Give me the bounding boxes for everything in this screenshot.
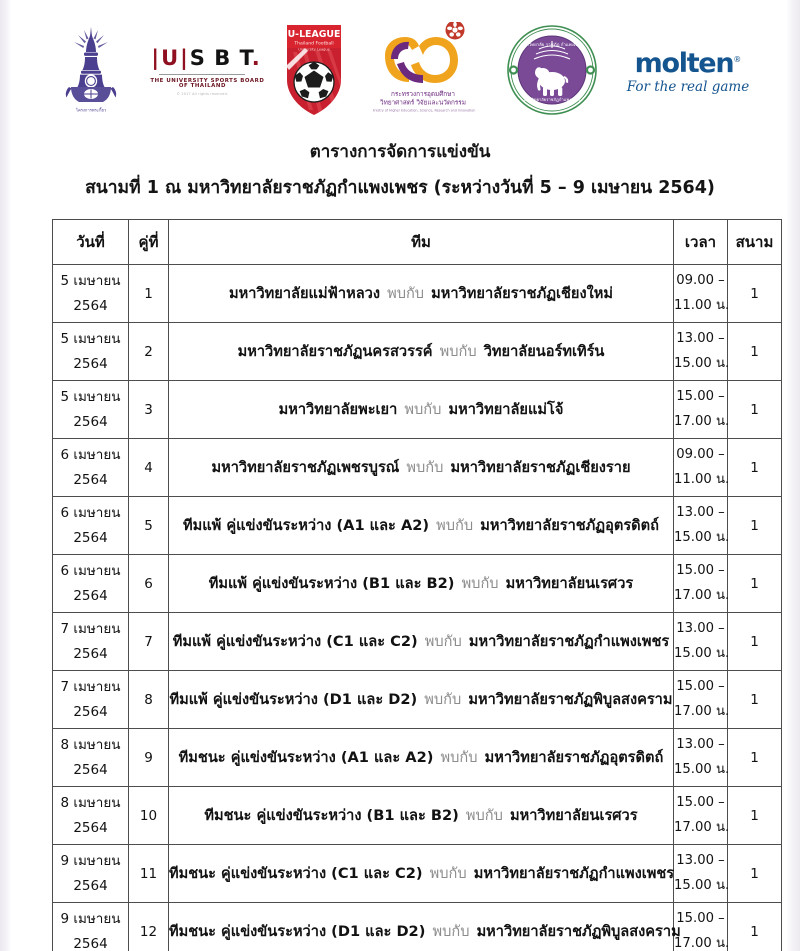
team-a: ทีมแพ้ คู่แข่งขันระหว่าง (A1 และ A2) xyxy=(183,516,430,534)
cell-match-number: 6 xyxy=(129,555,169,613)
cell-match-number: 12 xyxy=(129,903,169,951)
versus-label: พบกับ xyxy=(424,690,462,708)
time-end: 17.00 น. xyxy=(674,935,730,951)
cell-date xyxy=(53,613,129,671)
date-day: 8 เมษายน xyxy=(60,736,121,753)
cell-team xyxy=(169,671,674,729)
ministry-ow-icon xyxy=(373,22,477,118)
cell-team xyxy=(169,497,674,555)
versus-label: พบกับ xyxy=(465,806,503,824)
schedule-table-head xyxy=(53,220,782,265)
cell-team xyxy=(169,323,674,381)
date-year: 2564 xyxy=(73,413,108,430)
cell-time xyxy=(674,497,728,555)
cell-time xyxy=(674,613,728,671)
cell-team xyxy=(169,903,681,951)
cell-time xyxy=(674,787,728,845)
table-row xyxy=(53,613,782,671)
u-league-logo xyxy=(283,22,345,122)
ministry-name-line1: กระทรวงการอุดมศึกษา xyxy=(391,90,456,98)
team-b: มหาวิทยาลัยราชภัฏเชียงใหม่ xyxy=(431,284,613,302)
cell-team xyxy=(169,613,674,671)
cell-match-number: 1 xyxy=(129,265,169,323)
seal-ring-text-bottom: มหาวิทยาลัยราชภัฏกำแพงเพชร xyxy=(523,97,580,102)
date-year: 2564 xyxy=(73,587,108,604)
team-a: ทีมชนะ คู่แข่งขันระหว่าง (C1 และ C2) xyxy=(169,864,423,882)
cell-team xyxy=(169,439,674,497)
team-b: มหาวิทยาลัยราชภัฏอุตรดิตถ์ xyxy=(480,516,659,534)
column-header-time: เวลา xyxy=(674,220,728,265)
date-day: 7 เมษายน xyxy=(60,620,121,637)
cell-field: 1 xyxy=(728,381,782,439)
time-start: 09.00 – xyxy=(676,447,725,463)
table-row xyxy=(53,323,782,381)
cell-date xyxy=(53,787,129,845)
time-end: 11.00 น. xyxy=(674,297,730,313)
cell-date xyxy=(53,845,129,903)
logo-strip xyxy=(60,18,750,126)
cell-field: 1 xyxy=(728,903,782,951)
column-header-date: วันที่ xyxy=(53,220,129,265)
cell-field: 1 xyxy=(728,613,782,671)
table-row xyxy=(53,787,782,845)
molten-registered-mark: ® xyxy=(733,54,742,64)
time-start: 13.00 – xyxy=(676,853,725,869)
date-day: 5 เมษายน xyxy=(60,272,121,289)
date-year: 2564 xyxy=(73,703,108,720)
team-b: มหาวิทยาลัยแม่โจ้ xyxy=(448,400,564,418)
table-row xyxy=(53,439,782,497)
cell-match-number: 8 xyxy=(129,671,169,729)
date-year: 2564 xyxy=(73,935,108,951)
date-year: 2564 xyxy=(73,819,108,836)
team-a: มหาวิทยาลัยราชภัฏนครสวรรค์ xyxy=(237,342,433,360)
team-a: ทีมชนะ คู่แข่งขันระหว่าง (D1 และ D2) xyxy=(169,922,426,940)
table-row xyxy=(53,265,782,323)
date-year: 2564 xyxy=(73,761,108,778)
table-row xyxy=(53,381,782,439)
time-start: 13.00 – xyxy=(676,737,725,753)
date-year: 2564 xyxy=(73,355,108,372)
team-b: มหาวิทยาลัยราชภัฏพิบูลสงคราม xyxy=(468,690,673,708)
versus-label: พบกับ xyxy=(429,864,467,882)
cell-field: 1 xyxy=(728,729,782,787)
time-end: 17.00 น. xyxy=(674,413,730,429)
date-day: 7 เมษายน xyxy=(60,678,121,695)
usbt-divider xyxy=(159,74,245,75)
time-start: 09.00 – xyxy=(676,273,725,289)
cell-field: 1 xyxy=(728,845,782,903)
cell-date xyxy=(53,265,129,323)
time-start: 15.00 – xyxy=(676,795,725,811)
versus-label: พบกับ xyxy=(436,516,474,534)
cell-match-number: 7 xyxy=(129,613,169,671)
cell-match-number: 2 xyxy=(129,323,169,381)
cell-field: 1 xyxy=(728,671,782,729)
time-end: 15.00 น. xyxy=(674,529,730,545)
cell-field: 1 xyxy=(728,439,782,497)
team-a: ทีมแพ้ คู่แข่งขันระหว่าง (D1 และ D2) xyxy=(169,690,418,708)
time-end: 15.00 น. xyxy=(674,761,730,777)
royal-emblem-icon xyxy=(60,24,122,116)
time-start: 13.00 – xyxy=(676,505,725,521)
time-start: 13.00 – xyxy=(676,331,725,347)
schedule-table-wrapper xyxy=(52,219,781,951)
team-b: มหาวิทยาลัยนเรศวร xyxy=(505,574,634,592)
time-start: 15.00 – xyxy=(676,911,725,927)
ministry-name-line2: วิทยาศาสตร์ วิจัยและนวัตกรรม xyxy=(380,98,467,107)
date-day: 6 เมษายน xyxy=(60,562,121,579)
schedule-table xyxy=(52,219,782,951)
time-end: 15.00 น. xyxy=(674,355,730,371)
molten-tagline: For the real game xyxy=(626,78,750,95)
cell-team xyxy=(169,729,674,787)
time-end: 17.00 น. xyxy=(674,819,730,835)
table-row xyxy=(53,671,782,729)
versus-label: พบกับ xyxy=(404,400,442,418)
seal-ring-text-top: มหาวิทยาลัย ราชภัฏ กำแพงเพชร xyxy=(520,43,584,48)
cell-time xyxy=(674,381,728,439)
cell-match-number: 4 xyxy=(129,439,169,497)
cell-date xyxy=(53,903,129,951)
cell-time xyxy=(674,671,728,729)
u-league-subtitle-2: University League xyxy=(298,47,330,52)
cell-match-number: 3 xyxy=(129,381,169,439)
time-end: 11.00 น. xyxy=(674,471,730,487)
cell-time xyxy=(674,439,728,497)
team-b: มหาวิทยาลัยราชภัฏกำแพงเพชร xyxy=(473,864,675,882)
cell-match-number: 5 xyxy=(129,497,169,555)
versus-label: พบกับ xyxy=(424,632,462,650)
usbt-subtitle-line1: THE UNIVERSITY SPORTS BOARD xyxy=(150,77,265,84)
time-start: 15.00 – xyxy=(676,563,725,579)
cell-field: 1 xyxy=(728,323,782,381)
cell-time xyxy=(674,729,728,787)
cell-date xyxy=(53,671,129,729)
time-end: 17.00 น. xyxy=(674,703,730,719)
molten-wordmark: molten® xyxy=(634,47,742,79)
team-a: ทีมแพ้ คู่แข่งขันระหว่าง (B1 และ B2) xyxy=(208,574,455,592)
usbt-subtitle-line2: OF THAILAND xyxy=(178,83,226,90)
team-b: มหาวิทยาลัยราชภัฏกำแพงเพชร xyxy=(468,632,670,650)
table-row xyxy=(53,729,782,787)
schedule-table-body xyxy=(53,265,782,951)
cell-match-number: 10 xyxy=(129,787,169,845)
team-a: มหาวิทยาลัยราชภัฏเพชรบูรณ์ xyxy=(211,458,400,476)
team-a: มหาวิทยาลัยแม่ฟ้าหลวง xyxy=(229,284,380,302)
royal-emblem-caption: โครงการพระกี้ยว xyxy=(75,107,107,113)
versus-label: พบกับ xyxy=(387,284,425,302)
molten-logo xyxy=(626,47,750,95)
time-start: 15.00 – xyxy=(676,679,725,695)
cell-time xyxy=(674,845,728,903)
cell-match-number: 11 xyxy=(129,845,169,903)
ministry-logo xyxy=(373,22,477,122)
ministry-name-line3: Ministry of Higher Education, Science, Research and Innovation xyxy=(373,108,476,113)
versus-label: พบกับ xyxy=(440,748,478,766)
time-start: 13.00 – xyxy=(676,621,725,637)
u-league-title: U-LEAGUE xyxy=(287,29,341,40)
cell-date xyxy=(53,439,129,497)
usbt-fineprint: © 2017 All rights reserved. xyxy=(176,91,229,96)
team-b: มหาวิทยาลัยราชภัฏอุตรดิตถ์ xyxy=(484,748,664,766)
title-block xyxy=(0,140,800,201)
versus-label: พบกับ xyxy=(432,922,470,940)
time-end: 15.00 น. xyxy=(674,645,730,661)
versus-label: พบกับ xyxy=(406,458,444,476)
table-row xyxy=(53,903,782,951)
date-day: 8 เมษายน xyxy=(60,794,121,811)
team-a: มหาวิทยาลัยพะเยา xyxy=(278,400,398,418)
university-seal-icon xyxy=(506,24,598,116)
cell-date xyxy=(53,323,129,381)
team-b: มหาวิทยาลัยราชภัฏเชียงราย xyxy=(450,458,631,476)
cell-time xyxy=(674,555,728,613)
table-row xyxy=(53,555,782,613)
cell-match-number: 9 xyxy=(129,729,169,787)
cell-time xyxy=(674,323,728,381)
column-header-field: สนาม xyxy=(728,220,782,265)
team-a: ทีมแพ้ คู่แข่งขันระหว่าง (C1 และ C2) xyxy=(172,632,418,650)
cell-team xyxy=(169,787,674,845)
date-year: 2564 xyxy=(73,471,108,488)
time-start: 15.00 – xyxy=(676,389,725,405)
cell-field: 1 xyxy=(728,265,782,323)
team-b: มหาวิทยาลัยนเรศวร xyxy=(509,806,638,824)
date-day: 9 เมษายน xyxy=(60,852,121,869)
table-row xyxy=(53,497,782,555)
date-day: 6 เมษายน xyxy=(60,504,121,521)
date-year: 2564 xyxy=(73,877,108,894)
team-b: วิทยาลัยนอร์ทเทิร์น xyxy=(483,342,605,360)
table-row xyxy=(53,845,782,903)
column-header-match: คู่ที่ xyxy=(129,220,169,265)
team-a: ทีมชนะ คู่แข่งขันระหว่าง (B1 และ B2) xyxy=(204,806,459,824)
table-header-row xyxy=(53,220,782,265)
cell-date xyxy=(53,729,129,787)
cell-date xyxy=(53,555,129,613)
u-league-shield-icon xyxy=(283,22,345,118)
team-a: ทีมชนะ คู่แข่งขันระหว่าง (A1 และ A2) xyxy=(178,748,434,766)
royal-emblem-logo xyxy=(60,24,122,120)
versus-label: พบกับ xyxy=(461,574,499,592)
column-header-team: ทีม xyxy=(169,220,674,265)
u-league-subtitle-1: Thailand Football xyxy=(294,41,334,47)
cell-time xyxy=(674,903,728,951)
time-end: 15.00 น. xyxy=(674,877,730,893)
cell-field: 1 xyxy=(728,555,782,613)
cell-team xyxy=(169,381,674,439)
date-year: 2564 xyxy=(73,529,108,546)
university-seal-logo xyxy=(506,24,598,120)
cell-date xyxy=(53,497,129,555)
date-year: 2564 xyxy=(73,297,108,314)
page-subtitle: สนามที่ 1 ณ มหาวิทยาลัยราชภัฏกำแพงเพชร (ระหว่างวันที่ 5 – 9 เมษายน 2564) xyxy=(85,177,715,198)
date-day: 9 เมษายน xyxy=(60,910,121,927)
cell-date xyxy=(53,381,129,439)
team-b: มหาวิทยาลัยราชภัฏพิบูลสงคราม xyxy=(476,922,681,940)
date-year: 2564 xyxy=(73,645,108,662)
time-end: 17.00 น. xyxy=(674,587,730,603)
page-title: ตารางการจัดการแข่งขัน xyxy=(309,142,491,162)
cell-time xyxy=(674,265,728,323)
usbt-logo xyxy=(150,45,265,96)
versus-label: พบกับ xyxy=(439,342,477,360)
cell-team xyxy=(169,265,674,323)
date-day: 6 เมษายน xyxy=(60,446,121,463)
cell-team xyxy=(169,555,674,613)
cell-team xyxy=(169,845,674,903)
usbt-wordmark: |U|S B T. xyxy=(151,45,261,70)
date-day: 5 เมษายน xyxy=(60,330,121,347)
cell-field: 1 xyxy=(728,497,782,555)
date-day: 5 เมษายน xyxy=(60,388,121,405)
cell-field: 1 xyxy=(728,787,782,845)
